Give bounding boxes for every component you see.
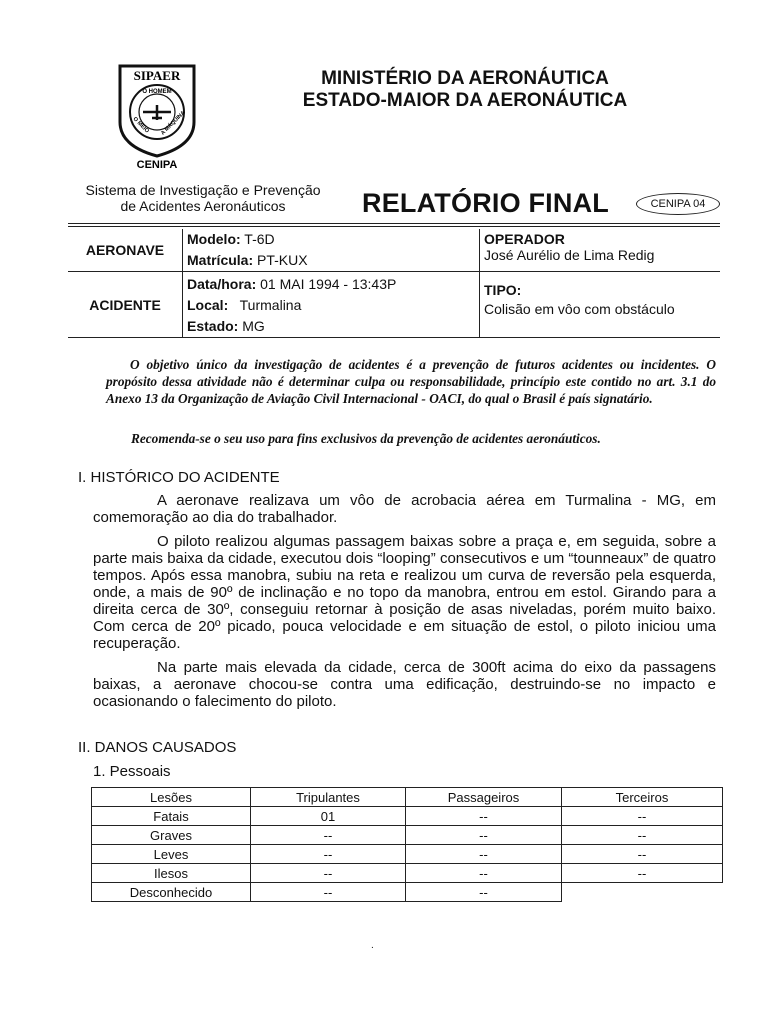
- tipo-label: TIPO:: [484, 282, 522, 298]
- sipaer-cenipa-logo: [112, 60, 202, 170]
- operador-label: OPERADOR: [484, 231, 565, 247]
- logo-top-text: SIPAER: [133, 68, 181, 83]
- table-cell: --: [562, 845, 723, 864]
- section-1-heading: I. HISTÓRICO DO ACIDENTE: [78, 469, 280, 486]
- matricula-label: Matrícula:: [187, 252, 254, 268]
- system-name: [68, 182, 338, 214]
- col-passageiros: Passageiros: [406, 788, 562, 807]
- estado-value: MG: [238, 318, 265, 334]
- tipo-cell: [480, 272, 721, 338]
- table-cell: --: [251, 826, 406, 845]
- table-row: [92, 826, 723, 845]
- system-line-1: Sistema de Investigação e Prevenção: [85, 182, 321, 198]
- aeronave-label: AERONAVE: [68, 229, 183, 272]
- header-rule-double: [68, 226, 720, 227]
- aeronave-details: [183, 229, 480, 272]
- tipo-value: Colisão em vôo com obstáculo: [484, 301, 675, 317]
- injury-table-header: [92, 788, 723, 807]
- table-cell: --: [406, 864, 562, 883]
- recommendation-text: Recomenda-se o seu uso para fins exclusivos da prevenção de acidentes aeronáuticos.: [131, 431, 601, 446]
- acidente-label: ACIDENTE: [68, 272, 183, 338]
- aircraft-info-table: [68, 229, 720, 338]
- operador-cell: [480, 229, 721, 272]
- datahora-value: 01 MAI 1994 - 13:43P: [256, 276, 397, 292]
- table-row: [92, 864, 723, 883]
- modelo-value: T-6D: [240, 231, 275, 247]
- table-cell: Ilesos: [92, 864, 251, 883]
- table-cell: --: [406, 826, 562, 845]
- header-rule: [68, 223, 720, 224]
- injury-table: [91, 787, 723, 902]
- table-cell-empty: [562, 883, 723, 902]
- modelo-label: Modelo:: [187, 231, 241, 247]
- paragraph-3: Na parte mais elevada da cidade, cerca de 300ft acima do eixo da passagens baixas, a aeronave chocou-se contra uma edificação, destruindo-se no impacto e ocasionando o falecimento do piloto.: [93, 659, 716, 710]
- table-cell: Graves: [92, 826, 251, 845]
- local-label: Local:: [187, 297, 229, 313]
- cenipa-badge: CENIPA 04: [636, 193, 720, 215]
- ministry-line-2: ESTADO-MAIOR DA AERONÁUTICA: [302, 90, 628, 111]
- local-value: Turmalina: [228, 297, 302, 313]
- table-cell: Desconhecido: [92, 883, 251, 902]
- ministry-line-1: MINISTÉRIO DA AERONÁUTICA: [321, 68, 609, 89]
- table-cell: Leves: [92, 845, 251, 864]
- table-cell: 01: [251, 807, 406, 826]
- table-row: [92, 845, 723, 864]
- col-terceiros: Terceiros: [562, 788, 723, 807]
- table-cell: Fatais: [92, 807, 251, 826]
- paragraph-2: O piloto realizou algumas passagem baixas sobre a praça e, em seguida, sobre a parte mais baixa da cidade, executou dois “looping” consecutivos e um “tounneaux” de quatro tempos. Após essa manobra, subiu na reta e realizou um curva de reversão pela esquerda, onde, a mais de 90º de inclinação e no topo da manobra, entrou em estol. Girando para a direita cerca de 30º, conseguiu retornar à posição de asas niveladas, porém muito baixo. Com cerca de 20º picado, pouca velocidade e em situação de estol, o piloto iniciou uma recuperação.: [93, 533, 716, 652]
- paragraph-1: A aeronave realizava um vôo de acrobacia aérea em Turmalina - MG, em comemoração ao dia do trabalhador.: [93, 492, 716, 526]
- system-line-2: de Acidentes Aeronáuticos: [120, 198, 286, 214]
- ministry-heading: [250, 68, 680, 112]
- section-2-heading: II. DANOS CAUSADOS: [78, 739, 237, 756]
- logo-ring-right: A MÁQUINA: [160, 110, 187, 137]
- table-row: [92, 807, 723, 826]
- table-cell: --: [406, 883, 562, 902]
- col-tripulantes: Tripulantes: [251, 788, 406, 807]
- table-cell: --: [406, 807, 562, 826]
- table-cell: --: [251, 845, 406, 864]
- section-2-subheading: 1. Pessoais: [93, 763, 171, 780]
- logo-ring-left: O MEIO: [131, 116, 150, 135]
- table-cell: --: [251, 864, 406, 883]
- table-cell: --: [251, 883, 406, 902]
- col-lesoes: Lesões: [92, 788, 251, 807]
- disclaimer-text: O objetivo único da investigação de acidentes é a prevenção de futuros acidentes ou incidentes. O propósito dessa atividade não é determinar culpa ou responsabilidade, princípio este contido no art. 3.1 do Anexo 13 da Organização de Aviação Civil Internacional - OACI, do qual o Brasil é país signatário.: [106, 357, 716, 406]
- table-cell: --: [562, 826, 723, 845]
- matricula-value: PT-KUX: [253, 252, 308, 268]
- footer-dot: .: [371, 940, 374, 951]
- table-row: [92, 883, 723, 902]
- report-title: RELATÓRIO FINAL: [362, 188, 609, 218]
- airplane-icon: [143, 105, 171, 120]
- table-cell: --: [562, 807, 723, 826]
- table-cell: --: [562, 864, 723, 883]
- datahora-label: Data/hora:: [187, 276, 257, 292]
- logo-bottom-text: CENIPA: [136, 159, 178, 170]
- operador-value: José Aurélio de Lima Redig: [484, 247, 655, 263]
- table-cell: --: [406, 845, 562, 864]
- logo-ring-top: O HOMEM: [142, 89, 172, 95]
- acidente-details: [183, 272, 480, 338]
- estado-label: Estado:: [187, 318, 239, 334]
